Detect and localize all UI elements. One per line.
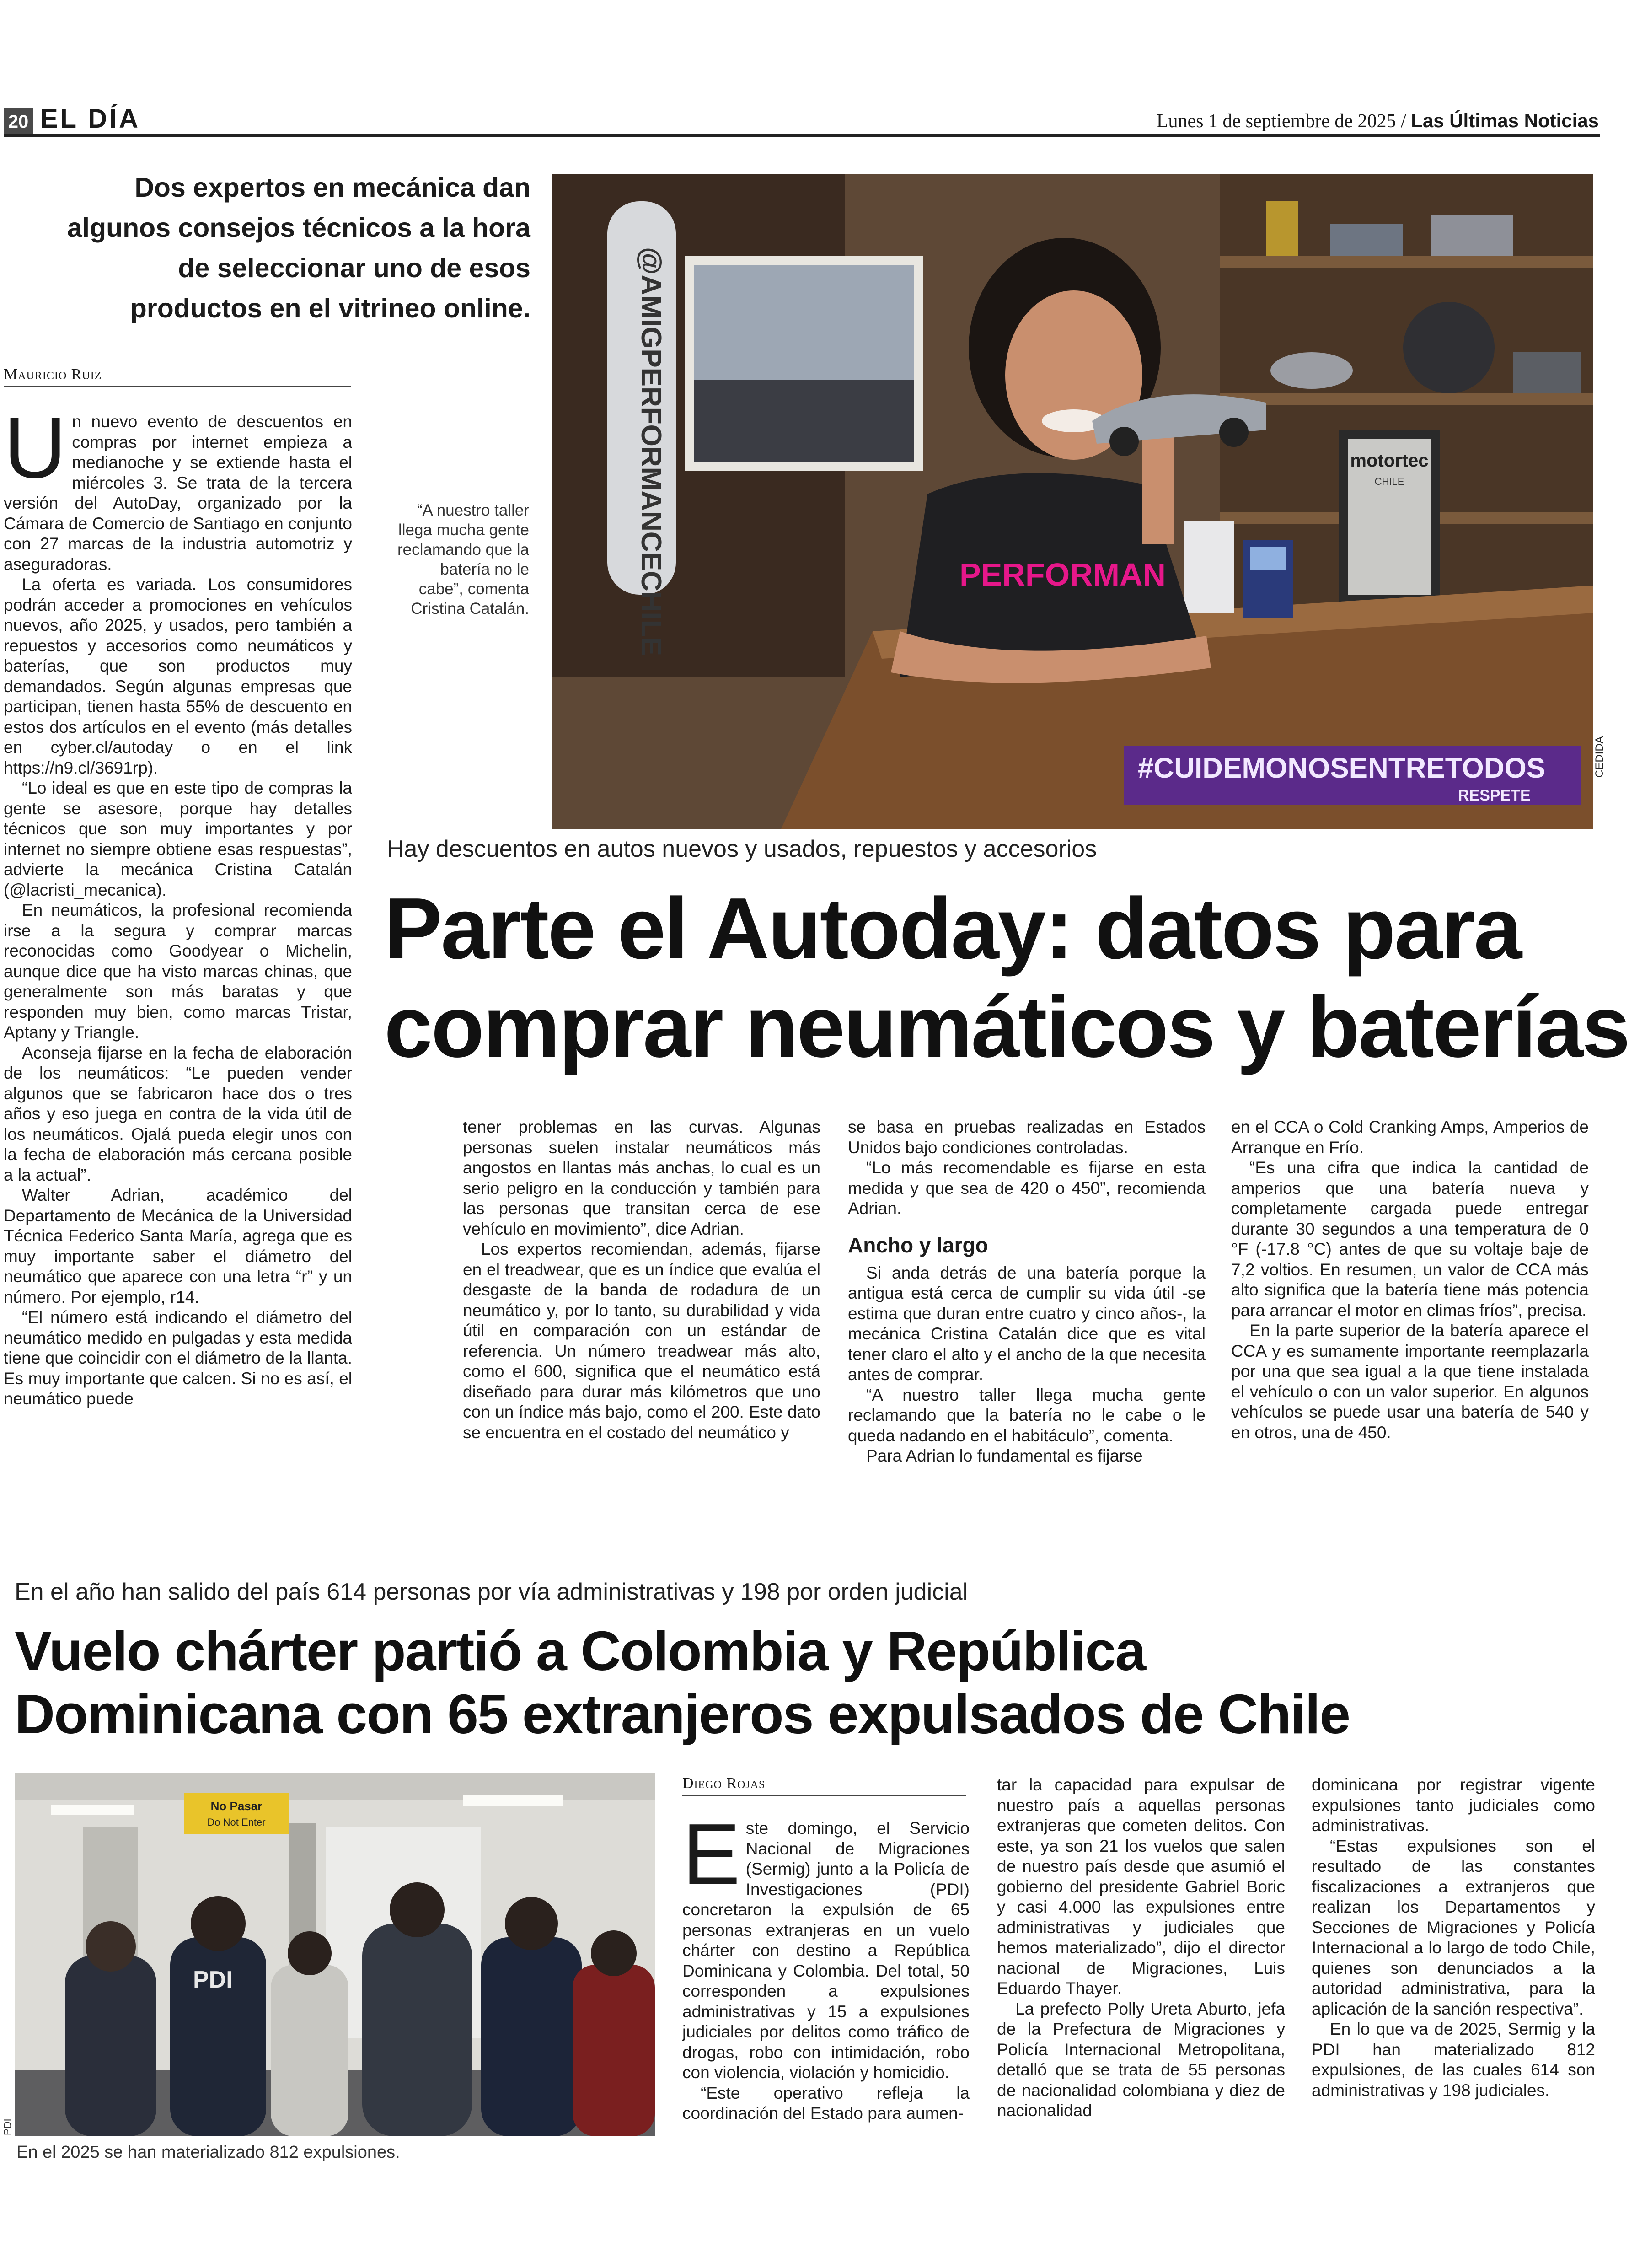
paragraph: dominicana por registrar vigente expulsiones tanto judiciales como administrativas. <box>1312 1775 1595 1835</box>
article2-column-3 <box>1312 1775 1595 2101</box>
article1-deck: Dos expertos en mecánica dan algunos consejos técnicos a la hora de seleccionar uno de esos productos en el vitrineo online. <box>67 172 530 323</box>
page-number: 20 <box>4 108 33 135</box>
mechanic-photo-illustration <box>552 174 1593 829</box>
article1-headline-line-1: Parte el Autoday: datos para <box>384 880 1521 977</box>
paragraph: “Estas expulsiones son el resultado de las constantes fiscalizaciones a extranjeros que realizan los Departamentos y Secciones de Migraciones y Policía Internacional a lo largo de todo Chile, quienes son denunciados a la autoridad administrativa, para la aplicación de la sanción respectiva”. <box>1312 1836 1595 2018</box>
article1-column-3 <box>848 1117 1206 1467</box>
sign-line-1: No Pasar <box>210 1799 263 1813</box>
paragraph: Los expertos recomiendan, además, fijarse en el treadwear, que es un índice que evalúa el desgaste de la banda de rodadura de un neumático y, por lo tanto, su durabilidad y vida útil en comparación con un estándar de referencia. Un número treadwear más alto, como el 600, significa que el neumático está diseñado para durar más kilómetros que uno con un índice más bajo, como el 200. Este dato se encuentra en el costado del neumático y <box>463 1240 820 1442</box>
banner-hashtag-text: #CUIDEMONOSENTRETODOS <box>1138 752 1546 784</box>
paragraph: “Lo ideal es que en este tipo de compras la gente se asesore, porque hay detalles técnicos que son muy importantes y por internet no siempre obtiene esas respuestas”, advierte la mecánica Cristina Catalán (@lacristi_mecanica). <box>4 779 352 899</box>
banner-respete-text: RESPETE <box>1458 787 1531 804</box>
deportation-photo-illustration <box>15 1773 655 2136</box>
paragraph: En la parte superior de la batería aparece el CCA y es sumamente importante reemplazarla por una que sea igual a la que tiene instalada el vehículo o con un valor superior. En algunos vehículos se puede usar una batería de 540 y en otros, una de 450. <box>1231 1321 1589 1442</box>
mechanic-photo <box>552 174 1593 829</box>
award-country-text: CHILE <box>1374 476 1404 487</box>
paragraph: En neumáticos, la profesional recomienda irse a la segura y comprar marcas reconocidas como Goodyear o Michelin, aunque dice que ha visto marcas chinas, que generalmente son más baratas y que responden muy bien, como marcas Tristar, Aptany y Triangle. <box>4 901 352 1042</box>
photo2-credit: PDI <box>2 2118 13 2135</box>
paragraph: n nuevo evento de descuentos en compras por internet empieza a medianoche y se extiende hasta el miércoles 3. Se trata de la tercera versión del AutoDay, organizado por la Cámara de Comercio de Santiago en conjunto con 27 marcas de la industria automotriz y aseguradoras. <box>4 412 352 574</box>
photo-pull-quote: “A nuestro taller llega mucha gente reclamando que la batería no le cabe”, comenta Cristina Catalán. <box>397 501 529 618</box>
paragraph: se basa en pruebas realizadas en Estados Unidos bajo condiciones controladas. <box>848 1118 1206 1157</box>
article2-kicker: En el año han salido del país 614 personas por vía administrativas y 198 por orden judicial <box>15 1579 968 1605</box>
deportation-photo <box>15 1773 655 2136</box>
paragraph: “A nuestro taller llega mucha gente reclamando que la batería no le cabe o le queda nadando en el habitáculo”, comenta. <box>848 1385 1206 1445</box>
paragraph: Para Adrian lo fundamental es fijarse <box>866 1446 1143 1465</box>
paragraph: La prefecto Polly Ureta Aburto, jefa de la Prefectura de Migraciones y Policía Internacional Metropolitana, detalló que se trata de 55 personas de nacionalidad colombiana y diez de nacionalidad <box>997 1999 1285 2120</box>
article1-column-4 <box>1231 1117 1589 1443</box>
article1-dropcap: U <box>4 399 67 496</box>
paragraph: En lo que va de 2025, Sermig y la PDI han materializado 812 expulsiones, de las cuales 614 son administrativas y 198 judiciales. <box>1312 2020 1595 2100</box>
photo1-credit: CEDIDA <box>1593 736 1606 778</box>
paragraph: Aconseja fijarse en la fecha de elaboración de los neumáticos: “Le pueden vender algunos que se fabricaron hace dos o tres años y eso juega en contra de la vida útil de los neumáticos. Ojalá pueda elegir unos con la fecha de elaboración más cercana posible a la actual”. <box>4 1043 352 1184</box>
photo2-caption: En el 2025 se han materializado 812 expulsiones. <box>16 2143 400 2162</box>
paragraph: “Lo más recomendable es fijarse en esta medida y que sea de 420 o 450”, recomienda Adrian. <box>848 1158 1206 1218</box>
header-date: Lunes 1 de septiembre de 2025 <box>1156 111 1396 132</box>
paragraph: tener problemas en las curvas. Algunas personas suelen instalar neumáticos más angostos en llantas más anchas, lo cual es un serio peligro en la conducción y también para las personas que transitan cerca de ese vehículo en movimiento”, dice Adrian. <box>463 1118 820 1238</box>
header-separator: / <box>1401 111 1406 132</box>
paragraph: ste domingo, el Servicio Nacional de Migraciones (Sermig) junto a la Policía de Investigaciones (PDI) concretaron la expulsión de 65 personas extranjeras en un vuelo chárter con destino a República Dominicana y Colombia. Del total, 50 corresponden a expulsiones administrativas y 15 a expulsiones judiciales por delitos como tráfico de drogas, robo con intimidación, robo con violencia, violación y homicidio. <box>682 1819 970 2082</box>
instagram-sign-text: @AMIGPERFORMANCECHILE <box>635 247 667 656</box>
paragraph: “Este operativo refleja la coordinación del Estado para aumen- <box>682 2083 970 2123</box>
paragraph: Si anda detrás de una batería porque la antigua está cerca de cumplir su vida útil -se estima que duran entre cuatro y cinco años-, la mecánica Cristina Catalán dice que es vital tener claro el alto y el ancho de la que necesita antes de comprar. <box>848 1263 1206 1384</box>
award-brand-text: motortec <box>1350 451 1429 471</box>
article1-kicker: Hay descuentos en autos nuevos y usados, repuestos y accesorios <box>387 836 1097 862</box>
paragraph: “El número está indicando el diámetro del neumático medido en pulgadas y esta medida tiene que coincidir con el diámetro de la llanta. Es muy importante que calcen. Si no es así, el neumático puede <box>4 1308 352 1408</box>
article2-headline-line-2: Dominicana con 65 extranjeros expulsados de Chile <box>15 1683 1350 1745</box>
shirt-text: PERFORMAN <box>959 557 1166 592</box>
article1-column-1 <box>4 399 352 1409</box>
article1-headline-line-2: comprar neumáticos y baterías <box>384 978 1629 1075</box>
sign-line-2: Do Not Enter <box>207 1817 266 1828</box>
header-dateline <box>1157 110 1599 132</box>
section-title: EL DÍA <box>40 104 141 134</box>
article2-byline: Diego Rojas <box>682 1775 966 1796</box>
article2-dropcap: E <box>682 1806 740 1903</box>
article2-column-1 <box>682 1806 970 2124</box>
article1-byline: Mauricio Ruiz <box>4 366 351 387</box>
article2-headline-line-1: Vuelo chárter partió a Colombia y República <box>15 1620 1146 1682</box>
article2-column-2 <box>997 1775 1285 2121</box>
paragraph: tar la capacidad para expulsar de nuestro país a aquellas personas extranjeras que cometen delitos. Con este, ya son 21 los vuelos que salen de nuestro país desde que asumió el gobierno del presidente Gabriel Boric y casi 4.000 las expulsiones entre administrativas y judiciales que hemos materializado”, dijo el director nacional de Migraciones, Luis Eduardo Thayer. <box>997 1775 1285 1998</box>
paragraph: en el CCA o Cold Cranking Amps, Amperios de Arranque en Frío. <box>1231 1118 1589 1157</box>
paragraph: Walter Adrian, académico del Departamento de Mecánica de la Universidad Técnica Federico Santa María, agrega que es muy importante saber el diámetro del neumático que aparece con una letra “r” y un número. Por ejemplo, r14. <box>4 1186 352 1306</box>
header-publication: Las Últimas Noticias <box>1411 110 1599 131</box>
article1-column-2 <box>463 1117 820 1443</box>
paragraph: La oferta es variada. Los consumidores podrán acceder a promociones en vehículos nuevos, año 2025, y usados, pero también a repuestos y accesorios como neumáticos y baterías, que son productos muy demandados. Según algunas empresas que participan, tienen hasta 55% de descuento en estos dos artículos en el evento (más detalles en cyber.cl/autoday o en el link https://n9.cl/3691rp). <box>4 575 352 777</box>
paragraph: “Es una cifra que indica la cantidad de amperios que una batería nueva y completamente cargada puede entregar durante 30 segundos a una temperatura de 0 °F (-17.8 °C) antes de que su voltaje baje de 7,2 voltios. En resumen, un valor de CCA más alto significa que la batería tiene más potencia para arrancar el motor en climas fríos”, precisa. <box>1231 1158 1589 1320</box>
article1-subhead: Ancho y largo <box>848 1233 988 1257</box>
pdi-vest-text: PDI <box>193 1967 233 1993</box>
header-rule <box>4 134 1600 137</box>
